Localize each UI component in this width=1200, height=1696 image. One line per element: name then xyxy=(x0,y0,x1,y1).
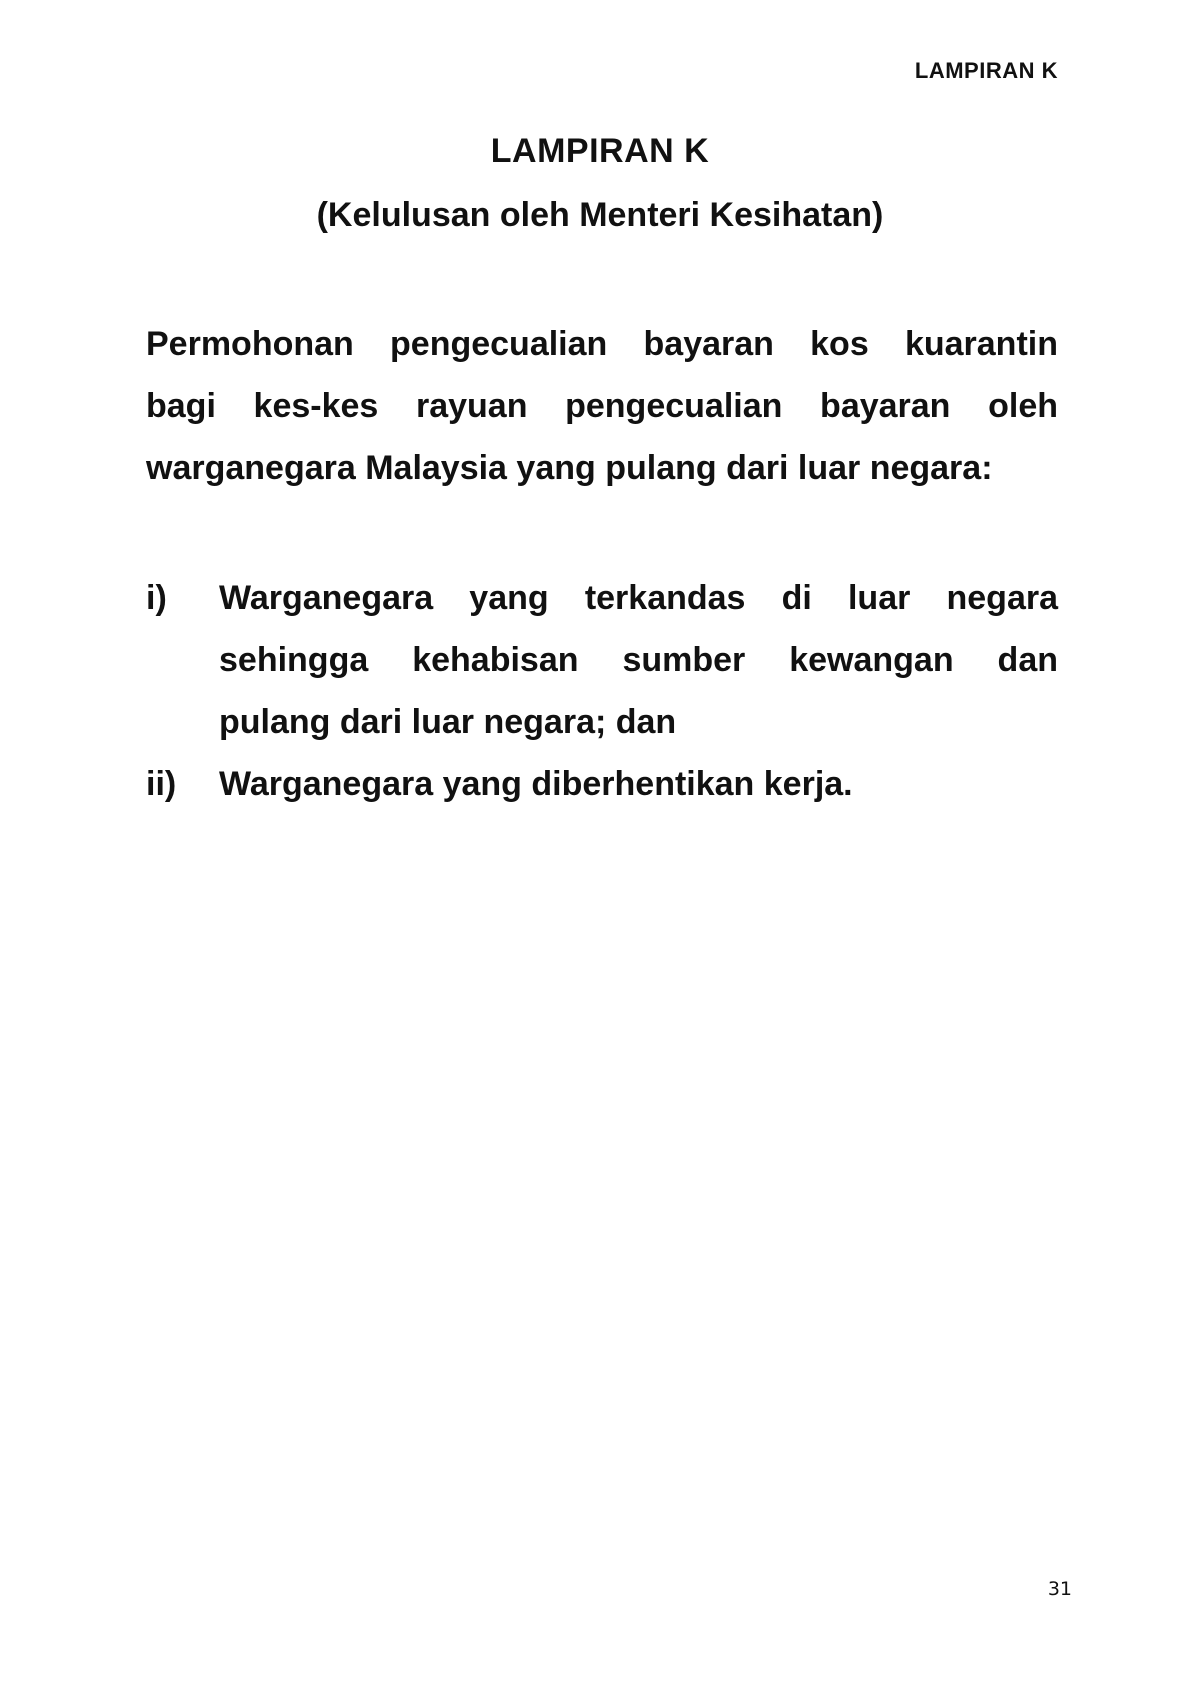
list-item-line: Warganegara yang diberhentikan kerja. xyxy=(219,765,853,803)
list-item-marker: ii) xyxy=(146,765,177,803)
intro-line-2: bagi kes-kes rayuan pengecualian bayaran oleh xyxy=(146,387,1058,425)
page-title: LAMPIRAN K xyxy=(490,132,710,170)
page-subtitle: (Kelulusan oleh Menteri Kesihatan) xyxy=(316,196,884,234)
intro-line-3: warganegara Malaysia yang pulang dari luar negara: xyxy=(146,449,993,487)
list-item-marker: i) xyxy=(146,579,167,617)
list-item-line: pulang dari luar negara; dan xyxy=(219,703,677,741)
list-item-line: sehingga kehabisan sumber kewangan dan xyxy=(219,641,1058,679)
list-item-line: Warganegara yang terkandas di luar negara xyxy=(219,579,1058,617)
page-number: 31 xyxy=(1047,1578,1072,1600)
intro-line-1: Permohonan pengecualian bayaran kos kuarantin xyxy=(146,325,1058,363)
header-corner-label: LAMPIRAN K xyxy=(914,58,1058,83)
